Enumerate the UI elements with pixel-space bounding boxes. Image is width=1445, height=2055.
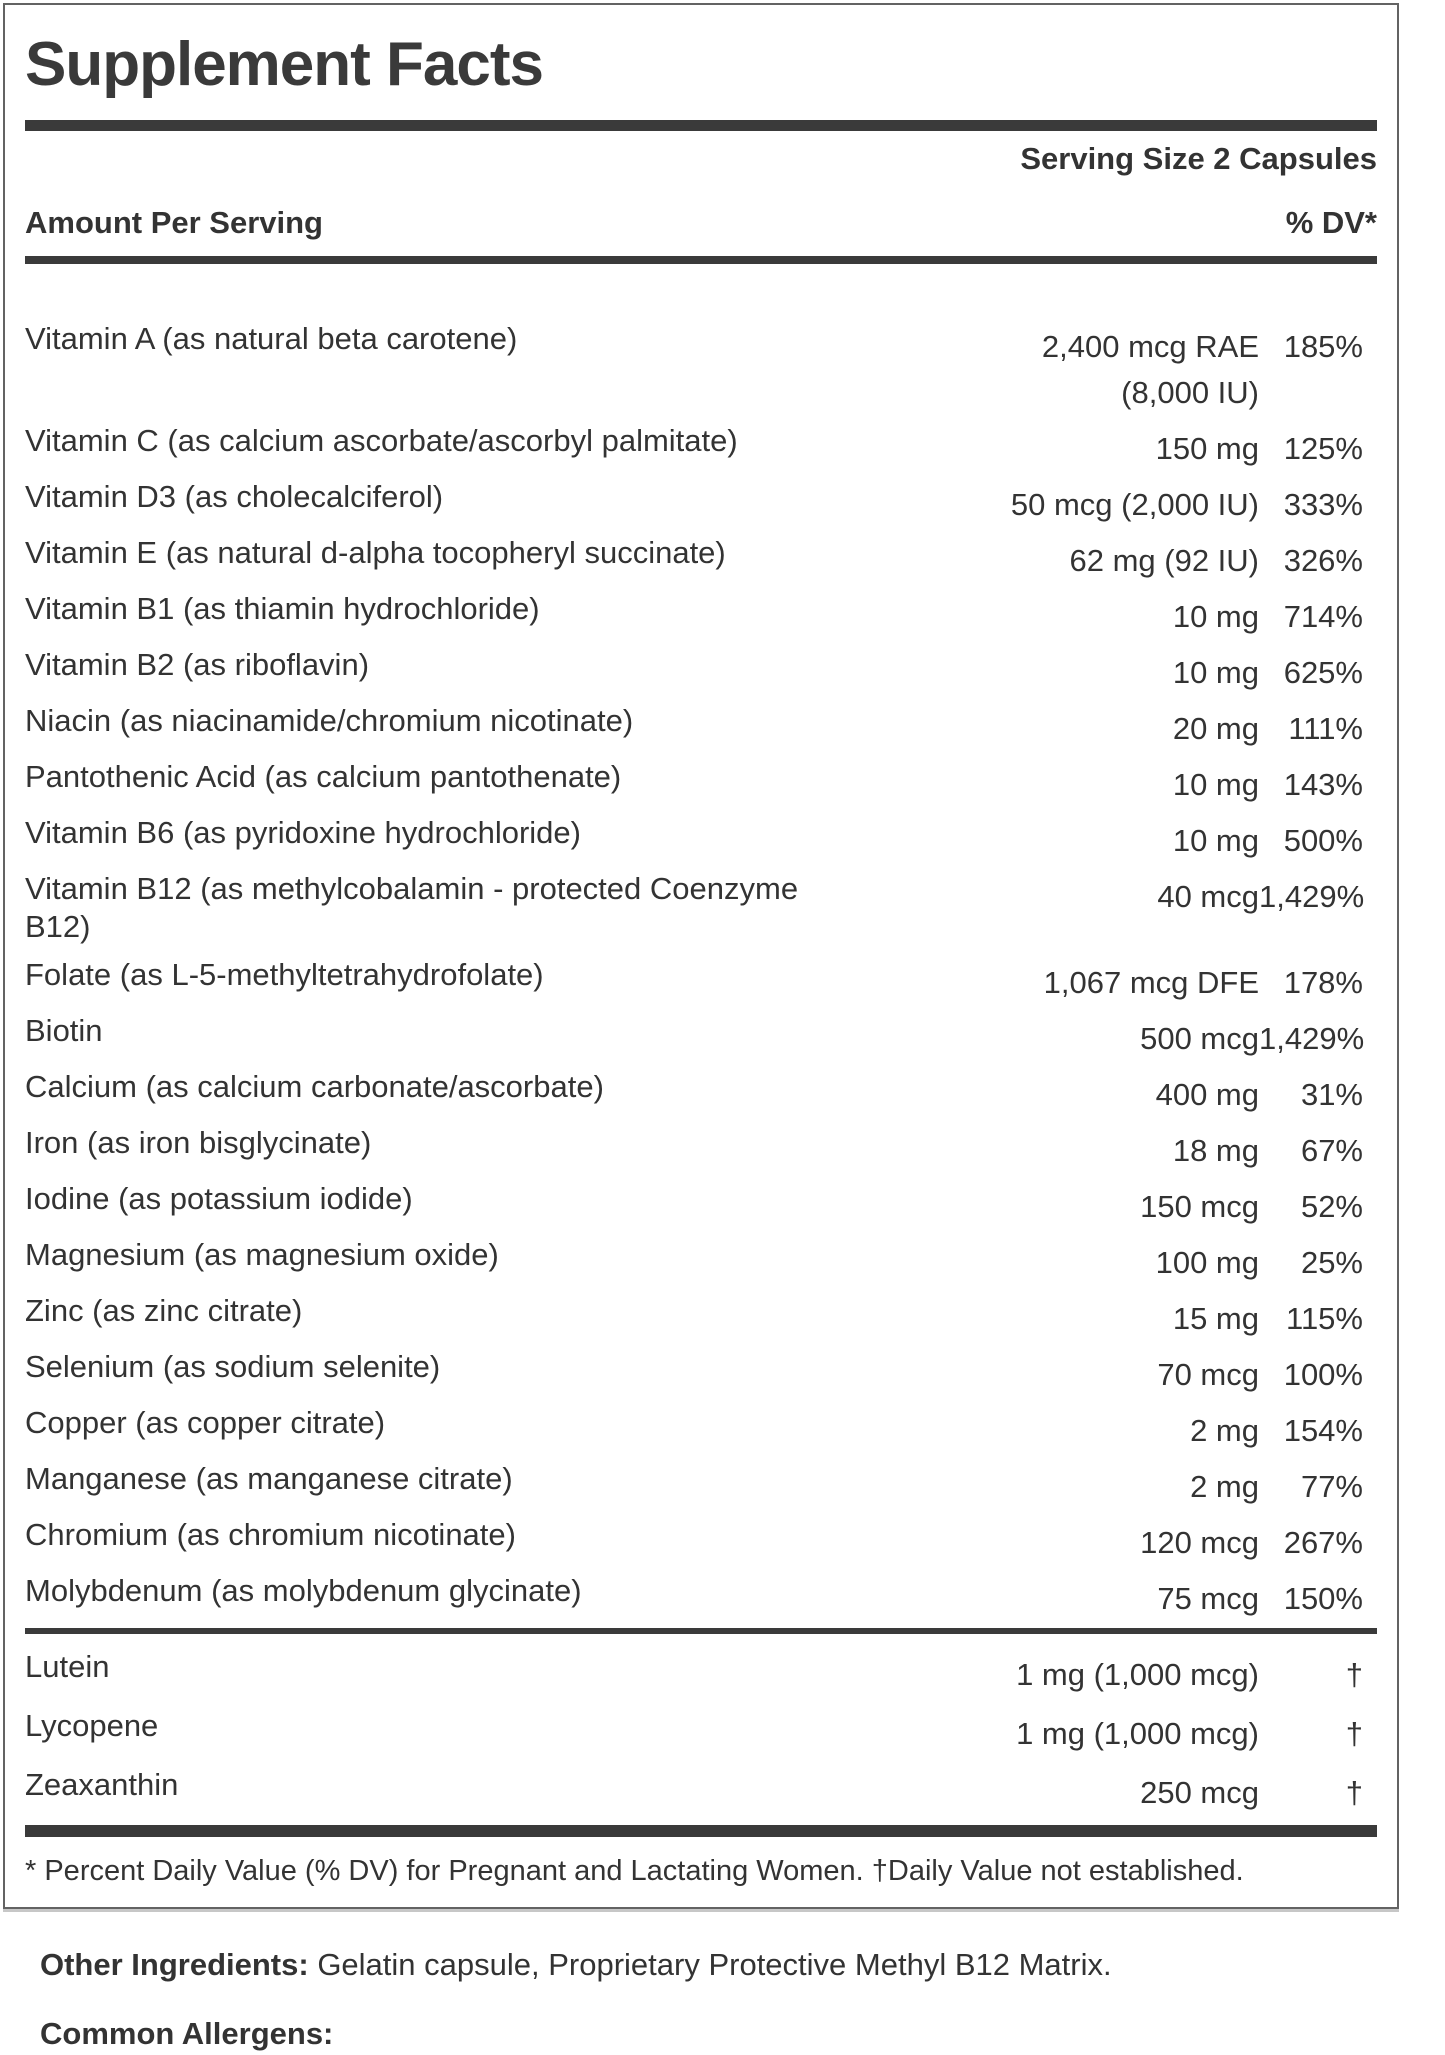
nutrient-amount-line1: 120 mcg — [1140, 1525, 1259, 1561]
nutrient-dv-value: 185% — [1283, 329, 1363, 365]
divider-carotenoid-section — [25, 1628, 1377, 1634]
nutrient-name — [25, 1236, 921, 1274]
nutrient-row — [25, 1516, 1377, 1562]
nutrient-name-line1: Selenium (as sodium selenite) — [25, 1349, 441, 1385]
common-allergens-line — [0, 2014, 1445, 2054]
nutrient-amount-line1: 40 mcg — [1157, 879, 1259, 915]
nutrient-amount — [1156, 1068, 1259, 1114]
nutrient-row — [25, 1068, 1377, 1114]
nutrient-amount — [1173, 590, 1259, 636]
nutrient-amount-line1: 1,067 mcg DFE — [1043, 965, 1259, 1001]
nutrient-row — [25, 1572, 1377, 1618]
nutrient-rows — [25, 264, 1377, 1618]
nutrient-dv-value: 178% — [1283, 965, 1363, 1001]
other-ingredients-text: Gelatin capsule, Proprietary Protective Methyl B12 Matrix. — [308, 1947, 1112, 1983]
nutrient-dv-value: 115% — [1286, 1301, 1363, 1337]
nutrient-row — [25, 1124, 1377, 1170]
nutrient-amount-line1: 62 mg (92 IU) — [1069, 543, 1259, 579]
nutrient-name — [25, 646, 921, 684]
nutrient-name — [25, 870, 921, 946]
nutrient-name-line1: Vitamin B1 (as thiamin hydrochloride) — [25, 591, 540, 627]
nutrient-name-line1: Niacin (as niacinamide/chromium nicotinate) — [25, 703, 634, 739]
nutrient-name — [25, 1292, 921, 1330]
nutrient-name-line1: Magnesium (as magnesium oxide) — [25, 1237, 499, 1273]
nutrient-amount — [1011, 478, 1259, 524]
nutrient-name — [25, 534, 921, 572]
nutrient-name-line1: Iodine (as potassium iodide) — [25, 1181, 413, 1217]
nutrient-name-line1: Pantothenic Acid (as calcium pantothenate) — [25, 759, 622, 795]
nutrient-amount-line1: 10 mg — [1172, 767, 1259, 803]
nutrient-dv-value: 154% — [1283, 1413, 1363, 1449]
nutrient-name-line1: Vitamin E (as natural d-alpha tocopheryl succinate) — [25, 535, 726, 571]
nutrient-row — [25, 646, 1377, 692]
nutrient-row — [25, 1707, 1377, 1753]
nutrient-amount — [1173, 1292, 1259, 1338]
nutrient-amount — [1157, 1572, 1259, 1618]
supplement-facts-panel — [3, 3, 1399, 1909]
nutrient-row — [25, 1766, 1377, 1812]
nutrient-row — [25, 1292, 1377, 1338]
nutrient-amount-line1: 10 mg — [1172, 599, 1259, 635]
nutrient-amount-line1: 20 mg — [1172, 711, 1259, 747]
nutrient-name-line1: Iron (as iron bisglycinate) — [25, 1125, 372, 1161]
nutrient-name-line1: Lycopene — [25, 1708, 159, 1744]
nutrient-name-line1: Calcium (as calcium carbonate/ascorbate) — [25, 1069, 604, 1105]
common-allergens-label: Common Allergens: — [40, 2016, 334, 2052]
nutrient-dv-value: 326% — [1283, 543, 1363, 579]
nutrient-amount — [1140, 1012, 1259, 1058]
nutrient-name-line1: Biotin — [25, 1013, 103, 1049]
nutrient-row — [25, 1348, 1377, 1394]
dv-footnote: * Percent Daily Value (% DV) for Pregnant and Lactating Women. †Daily Value not established. — [25, 1855, 1244, 1888]
nutrient-amount-line1: 400 mg — [1155, 1077, 1259, 1113]
nutrient-amount-line1: 15 mg — [1172, 1301, 1259, 1337]
nutrient-dv-value: 150% — [1283, 1581, 1363, 1617]
nutrient-name — [25, 478, 921, 516]
nutrient-name-line1: Vitamin B2 (as riboflavin) — [25, 647, 370, 683]
nutrient-dv-value: 111% — [1288, 711, 1363, 747]
percent-dv-header: % DV* — [1285, 205, 1377, 241]
nutrient-dv-value: 714% — [1283, 599, 1363, 635]
nutrient-amount — [1016, 1707, 1259, 1753]
divider-under-header — [25, 256, 1377, 264]
nutrient-name-line1: Molybdenum (as molybdenum glycinate) — [25, 1573, 582, 1609]
nutrient-name — [25, 702, 921, 740]
nutrient-dv-value: 25% — [1300, 1245, 1363, 1281]
nutrient-name — [25, 1404, 921, 1442]
nutrient-name-line1: Manganese (as manganese citrate) — [25, 1461, 513, 1497]
nutrient-dv-value: 625% — [1283, 655, 1363, 691]
nutrient-amount — [1069, 534, 1259, 580]
nutrient-name-line1: Zinc (as zinc citrate) — [25, 1293, 303, 1329]
nutrient-name-line1: Copper (as copper citrate) — [25, 1405, 386, 1441]
nutrient-amount — [1156, 1236, 1259, 1282]
divider-thick-top — [25, 120, 1377, 131]
nutrient-dv-value: 67% — [1300, 1133, 1363, 1169]
page-title: Supplement Facts — [25, 30, 543, 99]
nutrient-amount — [1157, 1348, 1259, 1394]
nutrient-dv-value: 52% — [1300, 1189, 1363, 1225]
nutrient-amount-line1: 2 mg — [1190, 1413, 1259, 1449]
nutrient-name — [25, 956, 921, 994]
nutrient-dv-value: 31% — [1300, 1077, 1363, 1113]
nutrient-name — [25, 1068, 921, 1106]
nutrient-name — [25, 1180, 921, 1218]
serving-size-text: Serving Size 2 Capsules — [1020, 141, 1377, 177]
nutrient-name-line1: Vitamin C (as calcium ascorbate/ascorbyl palmitate) — [25, 423, 738, 459]
nutrient-dv-value: † — [1345, 1657, 1363, 1693]
other-ingredients-label: Other Ingredients: — [40, 1947, 309, 1983]
nutrient-amount — [1173, 1124, 1259, 1170]
nutrient-amount-line1: 150 mcg — [1140, 1189, 1259, 1225]
nutrient-dv-value: 1,429% — [1259, 1021, 1365, 1057]
nutrient-name — [25, 1572, 921, 1610]
nutrient-name-line1: Chromium (as chromium nicotinate) — [25, 1517, 516, 1553]
column-header-row — [25, 204, 1377, 242]
nutrient-name — [25, 1648, 921, 1686]
nutrient-dv-value: 77% — [1300, 1469, 1363, 1505]
nutrient-amount-line1: 10 mg — [1172, 823, 1259, 859]
nutrient-name — [25, 422, 921, 460]
nutrient-dv-value: 125% — [1283, 431, 1363, 467]
nutrient-amount-line1: 250 mcg — [1140, 1775, 1259, 1811]
nutrient-name — [25, 1012, 921, 1050]
nutrient-name-line1: Vitamin A (as natural beta carotene) — [25, 321, 518, 357]
nutrient-dv-value: 500% — [1283, 823, 1363, 859]
nutrient-amount-line1: 18 mg — [1172, 1133, 1259, 1169]
carotenoid-rows — [25, 1648, 1377, 1812]
nutrient-row — [25, 956, 1377, 1002]
nutrient-row — [25, 758, 1377, 804]
nutrient-amount — [1157, 870, 1259, 916]
nutrient-name — [25, 1516, 921, 1554]
nutrient-row — [25, 422, 1377, 468]
nutrient-row — [25, 814, 1377, 860]
nutrient-amount — [1140, 1180, 1259, 1226]
other-ingredients-line — [0, 1945, 1445, 1985]
nutrient-amount-line1: 1 mg (1,000 mcg) — [1016, 1716, 1259, 1752]
nutrient-row — [25, 1180, 1377, 1226]
nutrient-amount — [1173, 702, 1259, 748]
nutrient-dv-value: 333% — [1283, 487, 1363, 523]
nutrient-amount — [1140, 1516, 1259, 1562]
nutrient-amount — [1173, 814, 1259, 860]
amount-per-serving-header: Amount Per Serving — [25, 205, 323, 241]
nutrient-name — [25, 1707, 921, 1745]
nutrient-amount-line1: 2 mg — [1190, 1469, 1259, 1505]
nutrient-name — [25, 1460, 921, 1498]
nutrient-amount — [1016, 1648, 1259, 1694]
nutrient-row — [25, 702, 1377, 748]
nutrient-row — [25, 1460, 1377, 1506]
nutrient-name-line1: Lutein — [25, 1649, 110, 1685]
nutrient-amount — [1156, 422, 1259, 468]
nutrient-row — [25, 478, 1377, 524]
nutrient-name-line1: Vitamin B6 (as pyridoxine hydrochloride) — [25, 815, 581, 851]
nutrient-dv-value: 1,429% — [1259, 879, 1365, 915]
nutrient-amount-line1: 150 mg — [1155, 431, 1259, 467]
nutrient-amount-line1: 75 mcg — [1157, 1581, 1259, 1617]
nutrient-name — [25, 1348, 921, 1386]
nutrient-name — [25, 758, 921, 796]
nutrient-name — [25, 1124, 921, 1162]
nutrient-name — [25, 814, 921, 852]
nutrient-amount-line1: 2,400 mcg RAE — [1041, 329, 1259, 365]
nutrient-amount — [1140, 1766, 1259, 1812]
nutrient-amount — [1042, 320, 1259, 412]
nutrient-amount-line2: (8,000 IU) — [1121, 375, 1259, 411]
nutrient-name-line1: Vitamin B12 (as methylcobalamin - protected Coenzyme — [25, 871, 799, 907]
nutrient-row — [25, 1236, 1377, 1282]
nutrient-dv-value: 143% — [1283, 767, 1363, 803]
nutrient-amount — [1044, 956, 1259, 1002]
nutrient-name-line1: Folate (as L-5-methyltetrahydrofolate) — [25, 957, 544, 993]
nutrient-amount-line1: 10 mg — [1172, 655, 1259, 691]
nutrient-amount — [1173, 646, 1259, 692]
nutrient-row — [25, 1404, 1377, 1450]
nutrient-name-line1: Zeaxanthin — [25, 1767, 179, 1803]
nutrient-row — [25, 870, 1377, 946]
nutrient-name — [25, 320, 921, 358]
nutrient-row — [25, 320, 1377, 412]
nutrient-amount — [1190, 1404, 1259, 1450]
nutrient-amount-line1: 50 mcg (2,000 IU) — [1010, 487, 1259, 523]
nutrient-name-line1: Vitamin D3 (as cholecalciferol) — [25, 479, 444, 515]
nutrient-row — [25, 1012, 1377, 1058]
nutrient-amount-line1: 70 mcg — [1157, 1357, 1259, 1393]
nutrient-dv-value: † — [1345, 1716, 1363, 1752]
nutrient-dv-value: 100% — [1283, 1357, 1363, 1393]
nutrient-amount — [1190, 1460, 1259, 1506]
divider-above-footnote — [25, 1825, 1377, 1837]
nutrient-amount — [1173, 758, 1259, 804]
nutrient-row — [25, 534, 1377, 580]
nutrient-amount-line1: 100 mg — [1155, 1245, 1259, 1281]
nutrient-dv-value: † — [1345, 1775, 1363, 1811]
nutrient-name — [25, 1766, 921, 1804]
nutrient-row — [25, 1648, 1377, 1694]
nutrient-amount-line1: 500 mcg — [1140, 1021, 1259, 1057]
nutrient-amount-line1: 1 mg (1,000 mcg) — [1016, 1657, 1259, 1693]
nutrient-dv-value: 267% — [1283, 1525, 1363, 1561]
nutrient-row — [25, 590, 1377, 636]
nutrient-name-line2: B12) — [25, 909, 91, 945]
nutrient-name — [25, 590, 921, 628]
